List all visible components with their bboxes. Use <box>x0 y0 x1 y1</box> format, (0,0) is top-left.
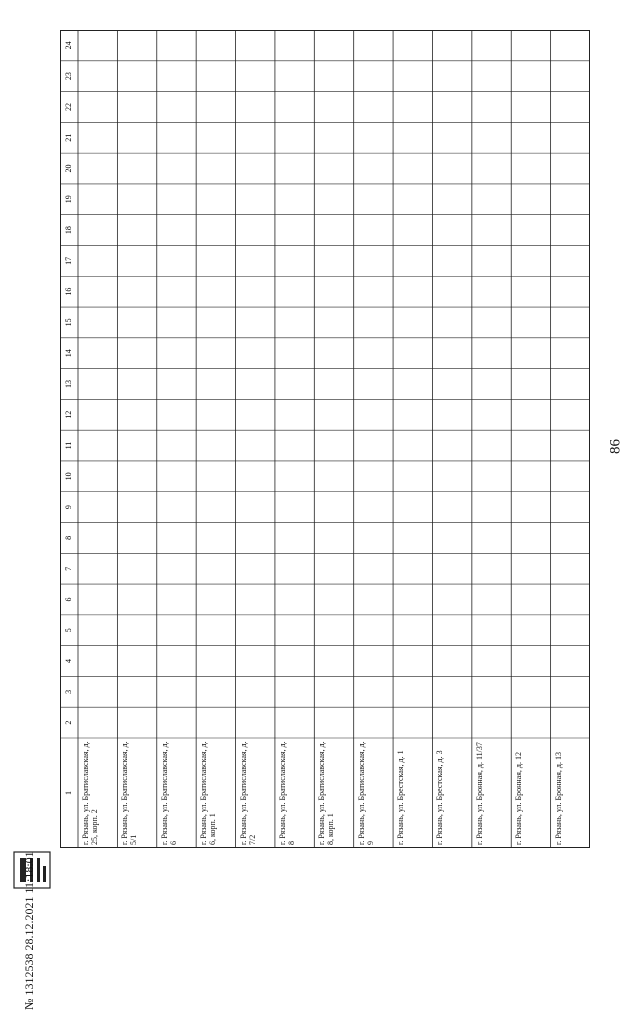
document-id: № 1312538 28.12.2021 11:18:01 <box>22 851 36 1010</box>
column-number: 1 <box>63 791 73 795</box>
column-number: 13 <box>63 380 73 388</box>
address-cell: г. Рязань, ул. Бронная, д. 13 <box>553 752 563 845</box>
address-cell: г. Рязань, ул. Брестская, д. 1 <box>396 750 406 845</box>
column-number: 7 <box>63 566 73 571</box>
column-number: 2 <box>63 720 73 725</box>
address-cell: г. Рязань, ул. Братиславская, д. 8 <box>277 739 296 845</box>
column-number: 12 <box>63 410 73 419</box>
address-cell: г. Рязань, ул. Братиславская, д. 25, корп. 2 <box>81 739 99 845</box>
address-cell: г. Рязань, ул. Братиславская, д. 6, корп. 1 <box>199 739 218 845</box>
address-cell: г. Рязань, ул. Братиславская, д. 5/1 <box>120 739 139 845</box>
column-number: 9 <box>63 505 73 510</box>
column-number: 21 <box>63 133 73 142</box>
column-number: 16 <box>63 287 73 296</box>
column-number: 11 <box>63 441 73 450</box>
column-number: 20 <box>63 164 73 173</box>
column-number: 24 <box>63 41 73 50</box>
column-number: 6 <box>63 597 73 602</box>
column-number: 10 <box>63 472 73 481</box>
data-table <box>60 30 590 848</box>
column-number: 4 <box>63 659 73 664</box>
column-number: 23 <box>63 72 73 81</box>
address-cell: г. Рязань, ул. Бронная, д. 12 <box>514 752 524 845</box>
column-number: 18 <box>63 226 73 235</box>
address-cell: г. Рязань, ул. Бронная, д. 11/37 <box>474 742 484 845</box>
column-number: 3 <box>63 689 73 694</box>
page-number: 86 <box>607 439 624 454</box>
address-cell: г. Рязань, ул. Братиславская, д. 8, корп. 1 <box>317 739 336 845</box>
address-cell: г. Рязань, ул. Братиславская, д. 9 <box>356 739 375 845</box>
column-number: 17 <box>63 256 73 265</box>
footer-stamp <box>12 850 212 1010</box>
address-cell: г. Рязань, ул. Братиславская, д. 6 <box>159 739 178 845</box>
column-number: 8 <box>63 535 73 540</box>
column-number: 15 <box>63 318 73 327</box>
column-number: 14 <box>63 349 73 358</box>
address-cell: г. Рязань, ул. Братиславская, д. 7/2 <box>238 739 257 845</box>
column-number: 22 <box>63 102 73 111</box>
address-cell: г. Рязань, ул. Брестская, д. 3 <box>435 750 445 845</box>
column-number: 5 <box>63 628 73 633</box>
column-number: 19 <box>63 195 73 204</box>
table-grid <box>60 30 590 848</box>
